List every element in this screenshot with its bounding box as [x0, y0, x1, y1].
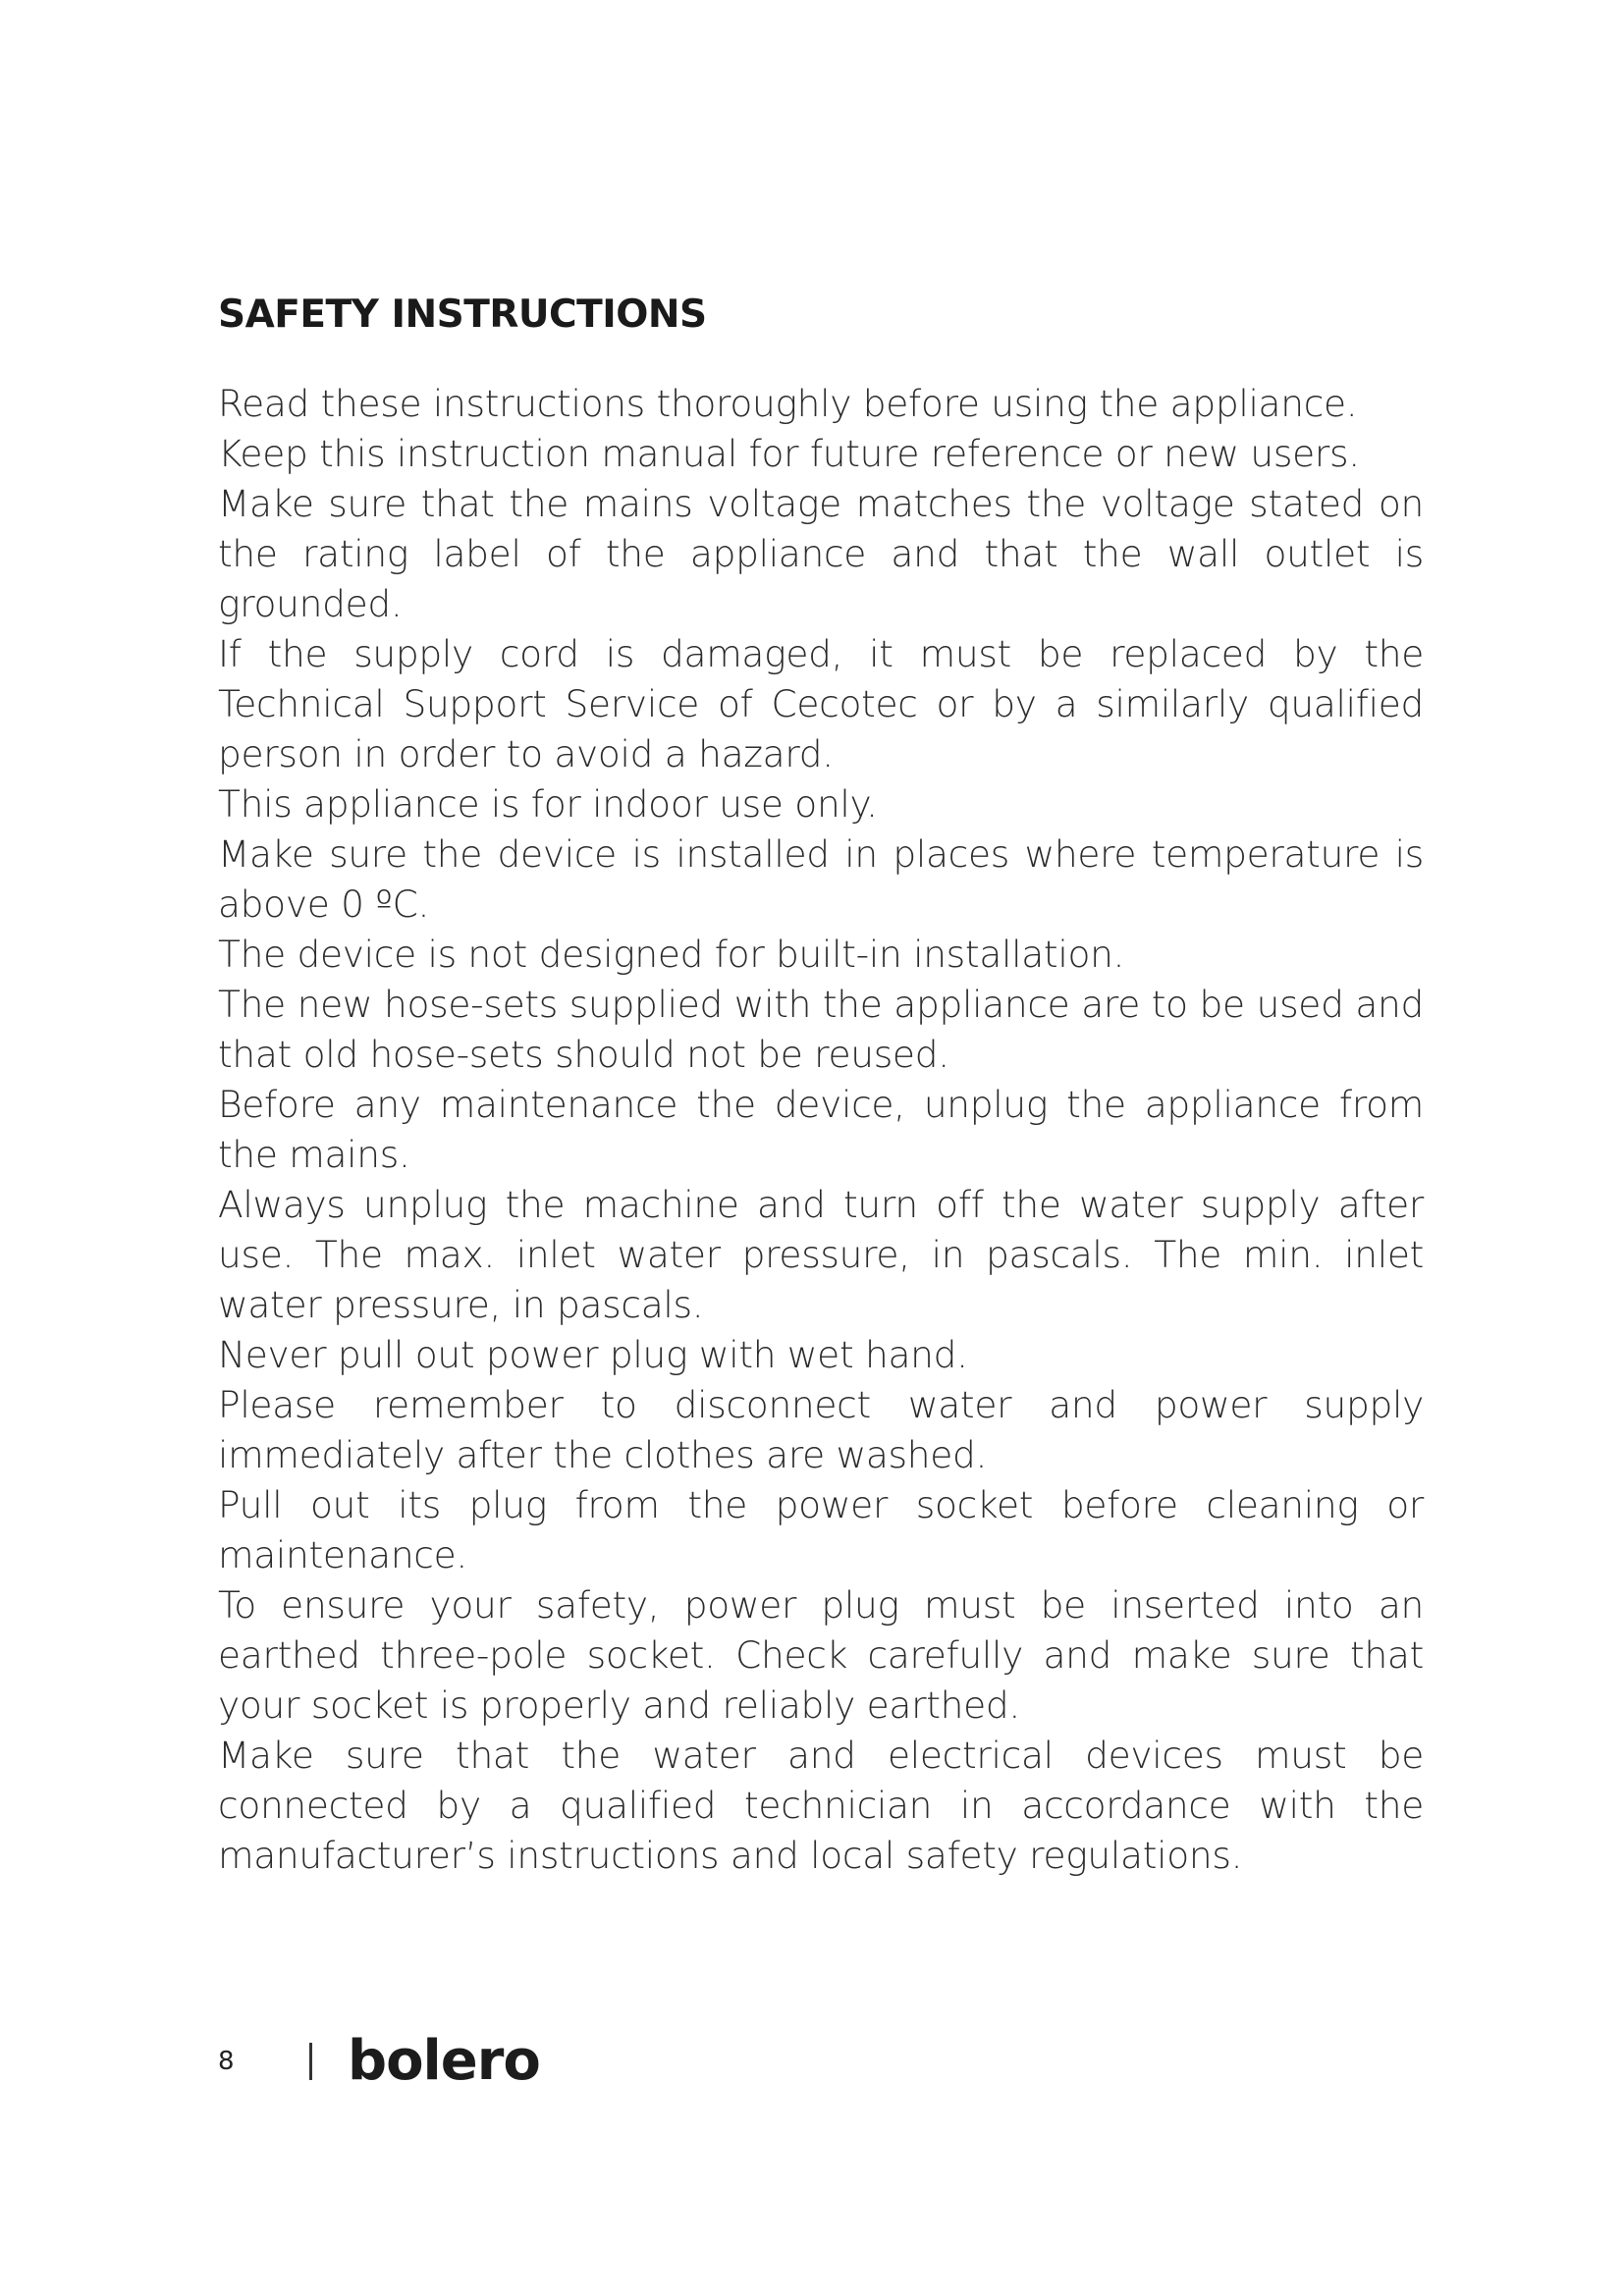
page-number: 8 — [218, 2047, 235, 2076]
instruction-paragraph: The new hose-sets supplied with the appliance are to be used and that old hose-sets should not be reused. — [218, 983, 1424, 1076]
instruction-paragraph: Read these instructions thoroughly before using the appliance. — [218, 382, 1358, 425]
instruction-paragraph: Always unplug the machine and turn off the water supply after use. The max. inlet water pressure, in pascals. The min. inlet water pressure, in pascals. — [218, 1183, 1424, 1326]
instruction-paragraph: To ensure your safety, power plug must be inserted into an earthed three-pole socket. Check carefully and make sure that your socket is properly and reliably earthed. — [218, 1583, 1424, 1727]
instruction-paragraph: Please remember to disconnect water and power supply immediately after the clothes are washed. — [218, 1383, 1424, 1476]
footer-divider — [309, 2043, 312, 2080]
instruction-paragraph: This appliance is for indoor use only. — [218, 782, 878, 826]
instruction-paragraph: Make sure the device is installed in places where temperature is above 0 ºC. — [218, 832, 1424, 926]
page-footer — [218, 2029, 540, 2093]
instruction-paragraph: Make sure that the mains voltage matches the voltage stated on the rating label of the appliance and that the wall outlet is grounded. — [218, 482, 1424, 625]
instruction-paragraph: The device is not designed for built-in installation. — [218, 933, 1125, 976]
instruction-paragraph: If the supply cord is damaged, it must be replaced by the Technical Support Service of Cecotec or by a similarly qualified person in order to avoid a hazard. — [218, 632, 1424, 775]
instruction-paragraph: Keep this instruction manual for future reference or new users. — [218, 432, 1360, 475]
instruction-paragraph: Pull out its plug from the power socket before cleaning or maintenance. — [218, 1483, 1424, 1576]
instruction-paragraph: Before any maintenance the device, unplug the appliance from the mains. — [218, 1083, 1424, 1176]
safety-instructions-body — [218, 379, 1424, 1881]
instruction-paragraph: Make sure that the water and electrical devices must be connected by a qualified technician in accordance with the manufacturer’s instructions and local safety regulations. — [218, 1734, 1424, 1877]
bolero-logo: bolero — [348, 2029, 540, 2093]
instruction-paragraph: Never pull out power plug with wet hand. — [218, 1333, 968, 1376]
section-heading: SAFETY INSTRUCTIONS — [218, 293, 707, 337]
